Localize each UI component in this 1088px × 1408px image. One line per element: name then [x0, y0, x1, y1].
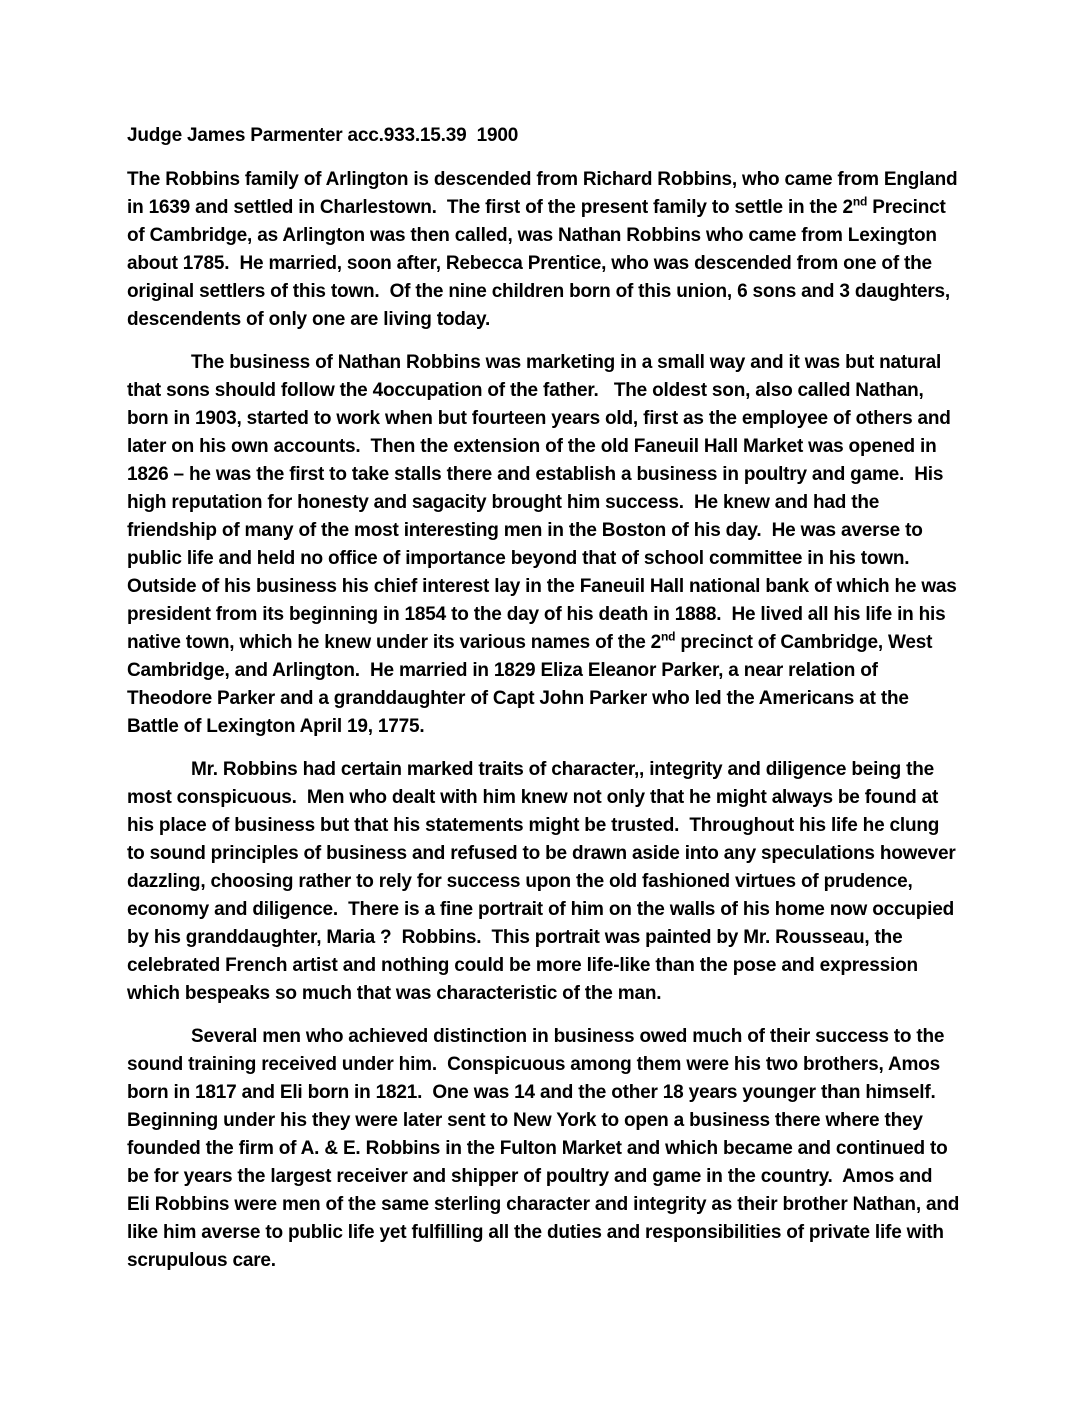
paragraph: The Robbins family of Arlington is descended from Richard Robbins, who came from England in 1639 and settled in Charlestown. The first of the present family to settle in the 2nd Precinct of Cambridge, as Arlington was then called, was Nathan Robbins who came from Lexington about 1785. He married, soon after, Rebecca Prentice, who was descended from one of the original settlers of this town. Of the nine children born of this union, 6 sons and 3 daughters, descendents of only one are living today. — [127, 169, 963, 330]
paragraph: Mr. Robbins had certain marked traits of character,, integrity and diligence being the most conspicuous. Men who dealt with him knew not only that he might always be found at his place of business but that his statements might be trusted. Throughout his life he clung to sound principles of business and refused to be drawn aside into any speculations however dazzling, choosing rather to rely for success upon the old fashioned virtues of prudence, economy and diligence. There is a fine portrait of him on the walls of his home now occupied by his granddaughter, Maria ? Robbins. This portrait was painted by Mr. Rousseau, the celebrated French artist and nothing could be more life-like than the pose and expression which bespeaks so much that was characteristic of the man. — [127, 759, 961, 1004]
superscript-text: nd — [852, 194, 868, 209]
paragraph: Several men who achieved distinction in business owed much of their success to the sound training received under him. Conspicuous among them were his two brothers, Amos born in 1817 and Eli born in 1821. One was 14 and the other 18 years younger than himself. Beginning under his they were later sent to New York to open a business there where they founded the firm of A. & E. Robbins in the Fulton Market and which became and continued to be for years the largest receiver and shipper of poultry and game in the country. Amos and Eli Robbins were men of the same sterling character and integrity as their brother Nathan, and like him averse to public life yet fulfilling all the duties and responsibilities of private life with scrupulous care. — [127, 1026, 965, 1271]
document-header: Judge James Parmenter acc.933.15.39 1900 — [127, 125, 519, 146]
document-body — [127, 166, 965, 1275]
superscript-text: nd — [661, 629, 676, 644]
paragraph: The business of Nathan Robbins was marketing in a small way and it was but natural that sons should follow the 4occupation of the father. The oldest son, also called Nathan, born in 1903, started to work when but fourteen years old, first as the employee of others and later on his own accounts. Then the extension of the old Faneuil Hall Market was opened in 1826 – he was the first to take stalls there and establish a business in poultry and game. His high reputation for honesty and sagacity brought him success. He knew and had the friendship of many of the most interesting men in the Boston of his day. He was averse to public life and held no office of importance beyond that of school committee in his town. Outside of his business his chief interest lay in the Faneuil Hall national bank of which he was president from its beginning in 1854 to the day of his death in 1888. He lived all his life in his native town, which he knew under its various names of the 2nd precinct of Cambridge, West Cambridge, and Arlington. He married in 1829 Eliza Eleanor Parker, a near relation of Theodore Parker and a granddaughter of Capt John Parker who led the Americans at the Battle of Lexington April 19, 1775. — [127, 352, 962, 737]
